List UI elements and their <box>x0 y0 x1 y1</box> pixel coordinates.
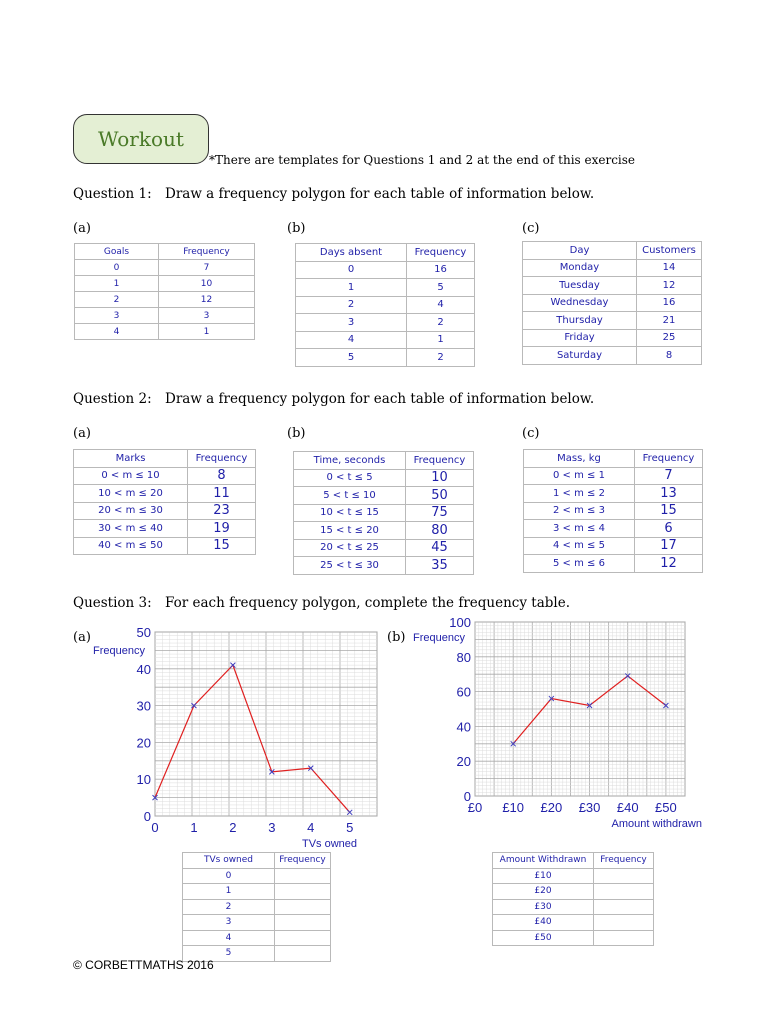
q2-part-c: (c) <box>522 426 540 441</box>
question-2 <box>73 391 595 407</box>
table-cell: 7 <box>635 467 703 485</box>
table-cell <box>275 946 331 962</box>
q3-part-a: (a) <box>73 630 91 645</box>
table-cell: 4 <box>407 296 475 314</box>
table-row <box>294 469 474 487</box>
table-row <box>294 557 474 575</box>
y-tick-label: 60 <box>456 684 471 700</box>
y-tick-label: 40 <box>136 661 151 677</box>
table-cell: 0 < t ≤ 5 <box>294 469 406 487</box>
table-row <box>183 884 331 900</box>
table-cell: Saturday <box>523 347 637 365</box>
table-row <box>183 899 331 915</box>
table-row <box>74 502 256 520</box>
table-cell: 2 <box>183 899 275 915</box>
table-cell: 5 <box>407 279 475 297</box>
table-cell: 2 < m ≤ 3 <box>524 502 635 520</box>
table-cell: 75 <box>406 504 474 522</box>
table-row <box>75 324 255 340</box>
table-cell: £20 <box>493 884 594 900</box>
table-cell: 16 <box>407 261 475 279</box>
table-cell: 4 <box>296 331 407 349</box>
workout-badge <box>73 114 209 164</box>
table-row <box>294 487 474 505</box>
q2a-table <box>73 449 256 555</box>
question-3 <box>73 595 570 611</box>
amount-withdrawn-frequency-polygon <box>407 612 707 834</box>
table-cell: 0 <box>183 868 275 884</box>
table-cell: 1 < m ≤ 2 <box>524 485 635 503</box>
templates-note: *There are templates for Questions 1 and 2 at the end of this exercise <box>209 153 636 167</box>
q3-part-b: (b) <box>387 630 406 645</box>
question-2-label: Question 2: <box>73 391 152 407</box>
table-cell <box>594 884 654 900</box>
q3b-table <box>492 852 654 946</box>
table-cell: 8 <box>637 347 702 365</box>
table-row <box>524 537 703 555</box>
table-cell: 23 <box>188 502 256 520</box>
copyright: © CORBETTMATHS 2016 <box>73 958 214 972</box>
table-header-cell: Frequency <box>406 452 474 470</box>
y-tick-label: 20 <box>456 754 471 770</box>
table-row <box>524 520 703 538</box>
table-row <box>493 899 654 915</box>
question-1 <box>73 186 595 202</box>
table-row <box>493 915 654 931</box>
x-tick-label: 3 <box>268 820 276 835</box>
table-cell: 0 < m ≤ 10 <box>74 467 188 485</box>
x-tick-label: 2 <box>229 820 237 835</box>
x-tick-label: £0 <box>467 800 483 815</box>
table-cell: 10 <box>159 276 255 292</box>
table-cell: 25 <box>637 329 702 347</box>
table-cell: Wednesday <box>523 294 637 312</box>
table-row <box>493 884 654 900</box>
table-row <box>523 277 702 295</box>
table-cell: 3 <box>75 308 159 324</box>
workout-title: Workout <box>98 127 184 151</box>
table-cell: 17 <box>635 537 703 555</box>
x-tick-label: 5 <box>346 820 354 835</box>
table-row <box>74 520 256 538</box>
table-row <box>296 331 475 349</box>
table-cell: 1 <box>407 331 475 349</box>
table-cell: Thursday <box>523 312 637 330</box>
q1-part-c: (c) <box>522 221 540 236</box>
table-header-row <box>524 450 703 468</box>
x-tick-label: 1 <box>190 820 198 835</box>
q1-part-b: (b) <box>287 221 306 236</box>
table-cell: 5 < m ≤ 6 <box>524 555 635 573</box>
table-cell: £50 <box>493 930 594 946</box>
table-cell: 6 <box>635 520 703 538</box>
table-row <box>493 868 654 884</box>
table-cell: 1 <box>75 276 159 292</box>
table-row <box>294 539 474 557</box>
y-tick-label: 10 <box>136 772 151 788</box>
table-row <box>74 485 256 503</box>
table-cell: 0 <box>75 260 159 276</box>
x-tick-label: £40 <box>616 800 639 815</box>
table-cell: 1 <box>159 324 255 340</box>
table-cell: 21 <box>637 312 702 330</box>
table-header-cell: Frequency <box>188 450 256 468</box>
table-cell: 13 <box>635 485 703 503</box>
table-cell: 2 <box>75 292 159 308</box>
table-cell <box>275 868 331 884</box>
table-cell: 3 <box>183 915 275 931</box>
table-cell: 12 <box>637 277 702 295</box>
table-header-cell: Frequency <box>635 450 703 468</box>
table-row <box>296 261 475 279</box>
table-header-cell: Frequency <box>159 244 255 260</box>
table-row <box>296 349 475 367</box>
table-cell <box>594 899 654 915</box>
table-cell: 5 <box>183 946 275 962</box>
table-cell: 3 <box>296 314 407 332</box>
table-cell: 30 < m ≤ 40 <box>74 520 188 538</box>
table-header-row <box>294 452 474 470</box>
y-tick-label: 0 <box>143 809 151 824</box>
table-row <box>524 502 703 520</box>
table-row <box>523 347 702 365</box>
table-cell: 16 <box>637 294 702 312</box>
x-tick-label: £30 <box>578 800 601 815</box>
table-header-cell: Frequency <box>407 244 475 262</box>
table-row <box>523 312 702 330</box>
table-cell: Tuesday <box>523 277 637 295</box>
table-cell: 20 < m ≤ 30 <box>74 502 188 520</box>
table-row <box>493 930 654 946</box>
y-axis-label: Frequency <box>413 632 465 644</box>
table-cell <box>275 915 331 931</box>
table-header-cell: Day <box>523 242 637 260</box>
table-row <box>294 522 474 540</box>
table-cell: 12 <box>635 555 703 573</box>
table-cell: £40 <box>493 915 594 931</box>
table-cell: 1 <box>296 279 407 297</box>
table-header-cell: Days absent <box>296 244 407 262</box>
table-cell: 15 <box>188 537 256 555</box>
table-cell: 7 <box>159 260 255 276</box>
table-cell: 15 < t ≤ 20 <box>294 522 406 540</box>
q2-part-a: (a) <box>73 426 91 441</box>
table-cell: £30 <box>493 899 594 915</box>
table-cell: 40 < m ≤ 50 <box>74 537 188 555</box>
table-header-cell: Customers <box>637 242 702 260</box>
y-tick-label: 40 <box>456 719 471 735</box>
table-row <box>75 292 255 308</box>
y-tick-label: 50 <box>136 625 151 640</box>
q2b-table <box>293 451 474 575</box>
question-1-label: Question 1: <box>73 186 152 202</box>
q2c-table <box>523 449 703 573</box>
table-cell: 11 <box>188 485 256 503</box>
table-cell: 25 < t ≤ 30 <box>294 557 406 575</box>
table-row <box>294 504 474 522</box>
table-header-row <box>183 853 331 869</box>
table-row <box>296 279 475 297</box>
table-row <box>74 467 256 485</box>
table-cell: 10 <box>406 469 474 487</box>
table-row <box>75 276 255 292</box>
q1c-table <box>522 241 702 365</box>
table-header-cell: Amount Withdrawn <box>493 853 594 869</box>
table-cell: 4 <box>183 930 275 946</box>
table-header-row <box>75 244 255 260</box>
table-header-cell: Frequency <box>275 853 331 869</box>
table-cell: Monday <box>523 259 637 277</box>
table-row <box>296 296 475 314</box>
table-cell: 4 <box>75 324 159 340</box>
q1-part-a: (a) <box>73 221 91 236</box>
table-row <box>296 314 475 332</box>
table-row <box>75 308 255 324</box>
table-cell: 3 <box>159 308 255 324</box>
table-header-cell: Goals <box>75 244 159 260</box>
question-1-text: Draw a frequency polygon for each table of information below. <box>165 186 595 202</box>
table-row <box>183 915 331 931</box>
table-cell: 1 <box>183 884 275 900</box>
table-cell: 10 < m ≤ 20 <box>74 485 188 503</box>
table-row <box>523 329 702 347</box>
table-cell: 20 < t ≤ 25 <box>294 539 406 557</box>
table-row <box>524 467 703 485</box>
table-cell: 8 <box>188 467 256 485</box>
table-cell: 2 <box>407 349 475 367</box>
table-row <box>523 294 702 312</box>
table-cell <box>275 884 331 900</box>
table-cell: 5 <box>296 349 407 367</box>
x-tick-label: £50 <box>655 800 677 815</box>
y-tick-label: 100 <box>449 615 471 630</box>
y-tick-label: 80 <box>456 649 471 665</box>
table-cell: 10 < t ≤ 15 <box>294 504 406 522</box>
table-row <box>523 259 702 277</box>
table-cell: 14 <box>637 259 702 277</box>
q1a-table <box>74 243 255 340</box>
table-header-row <box>74 450 256 468</box>
table-cell: 3 < m ≤ 4 <box>524 520 635 538</box>
table-header-row <box>493 853 654 869</box>
x-tick-label: £20 <box>540 800 563 815</box>
table-cell: 2 <box>296 296 407 314</box>
q2-part-b: (b) <box>287 426 306 441</box>
q1b-table <box>295 243 475 367</box>
y-tick-label: 0 <box>463 789 471 804</box>
table-header-row <box>296 244 475 262</box>
x-tick-label: 0 <box>151 820 159 835</box>
y-axis-label: Frequency <box>93 645 145 657</box>
table-cell: 50 <box>406 487 474 505</box>
table-row <box>183 868 331 884</box>
q3a-table <box>182 852 331 962</box>
table-header-cell: TVs owned <box>183 853 275 869</box>
table-cell: 80 <box>406 522 474 540</box>
table-cell <box>594 930 654 946</box>
table-cell: £10 <box>493 868 594 884</box>
table-row <box>524 485 703 503</box>
table-header-cell: Frequency <box>594 853 654 869</box>
x-tick-label: 4 <box>307 820 315 835</box>
table-cell: 12 <box>159 292 255 308</box>
table-header-row <box>523 242 702 260</box>
table-cell: 45 <box>406 539 474 557</box>
y-tick-label: 20 <box>136 735 151 751</box>
table-row <box>74 537 256 555</box>
question-3-text: For each frequency polygon, complete the frequency table. <box>165 595 570 611</box>
table-cell <box>275 899 331 915</box>
x-tick-label: £10 <box>502 800 525 815</box>
table-cell: 15 <box>635 502 703 520</box>
table-cell <box>594 868 654 884</box>
tvs-owned-frequency-polygon <box>85 620 385 854</box>
table-cell <box>275 930 331 946</box>
y-tick-label: 30 <box>136 698 151 714</box>
table-cell: 0 < m ≤ 1 <box>524 467 635 485</box>
table-row <box>75 260 255 276</box>
table-cell: 2 <box>407 314 475 332</box>
table-cell: 35 <box>406 557 474 575</box>
table-row <box>183 930 331 946</box>
x-axis-label: Amount withdrawn <box>611 818 702 830</box>
table-header-cell: Time, seconds <box>294 452 406 470</box>
question-2-text: Draw a frequency polygon for each table of information below. <box>165 391 595 407</box>
table-header-cell: Mass, kg <box>524 450 635 468</box>
table-cell: 0 <box>296 261 407 279</box>
x-axis-label: TVs owned <box>301 838 357 850</box>
table-cell: 19 <box>188 520 256 538</box>
table-cell: Friday <box>523 329 637 347</box>
table-cell: 5 < t ≤ 10 <box>294 487 406 505</box>
table-cell: 4 < m ≤ 5 <box>524 537 635 555</box>
question-3-label: Question 3: <box>73 595 152 611</box>
table-header-cell: Marks <box>74 450 188 468</box>
table-cell <box>594 915 654 931</box>
table-row <box>524 555 703 573</box>
